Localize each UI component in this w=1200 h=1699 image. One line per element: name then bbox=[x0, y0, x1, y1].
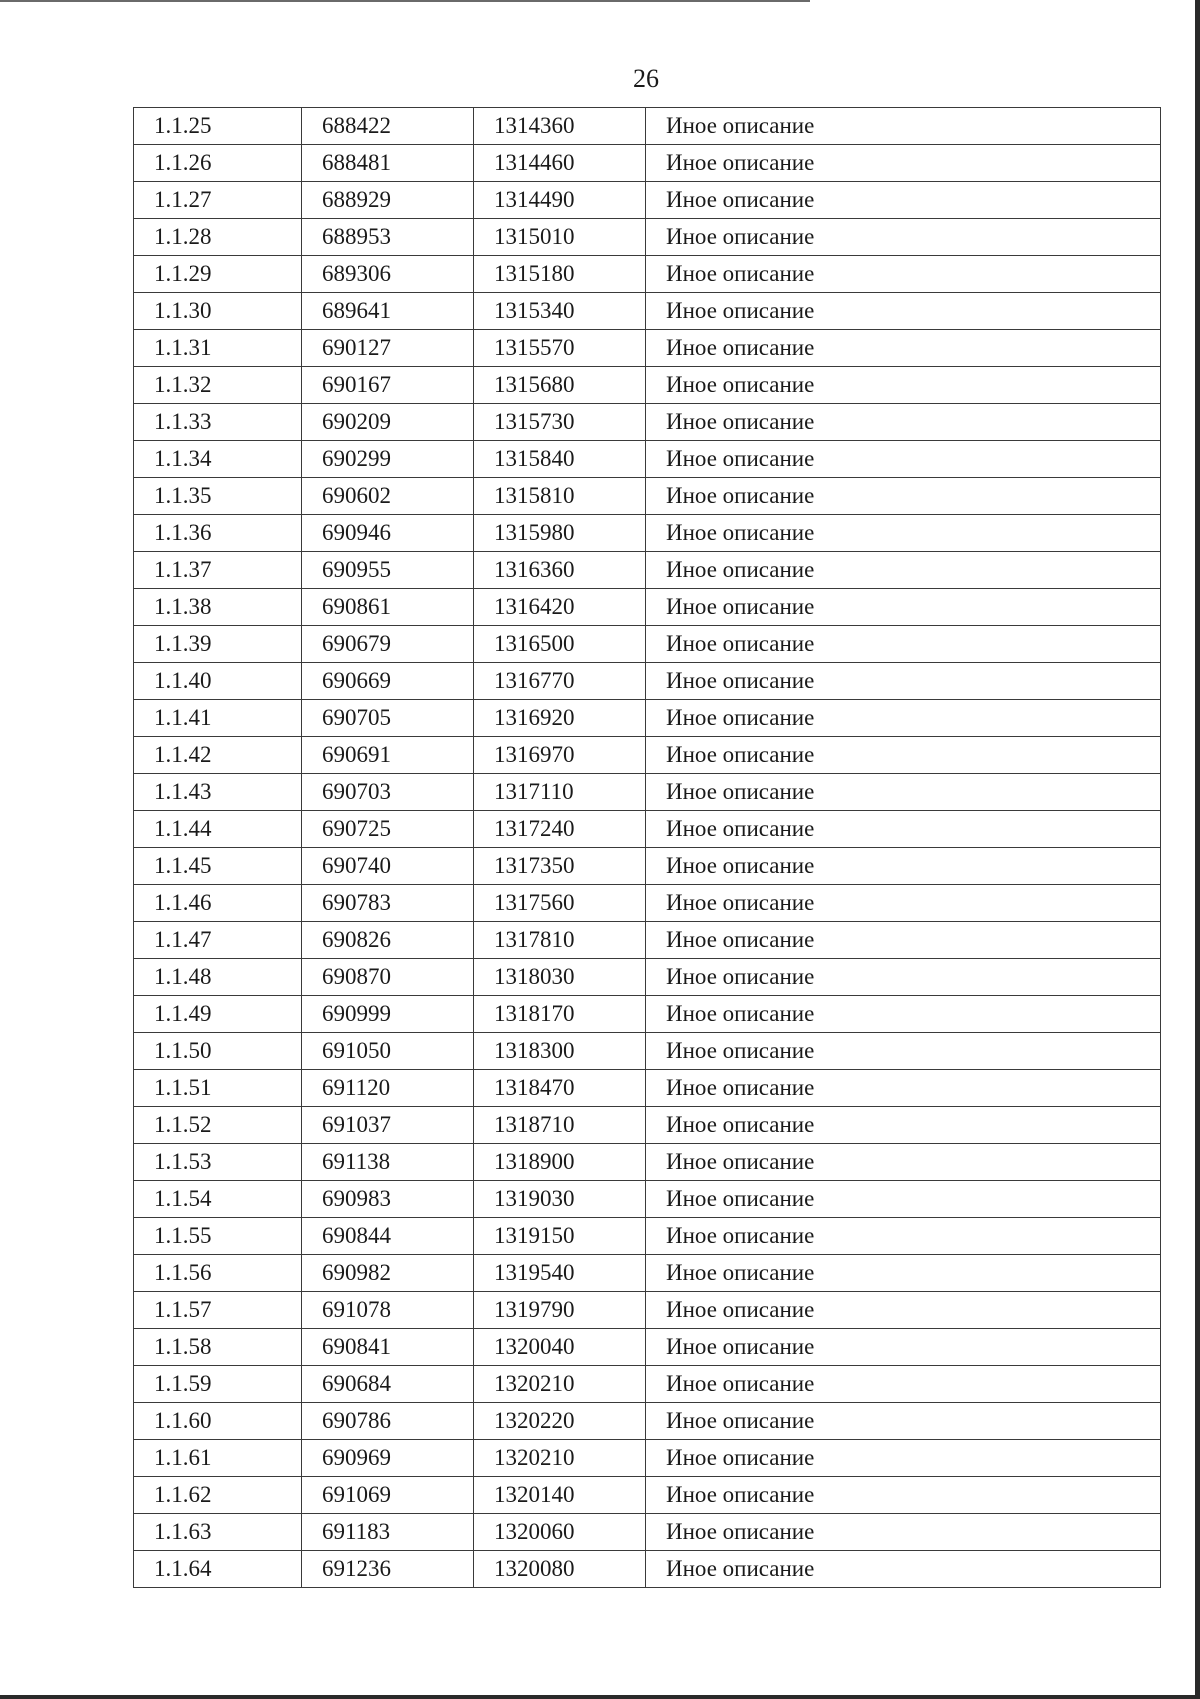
cell-y-coordinate: 1319030 bbox=[474, 1181, 646, 1218]
cell-point-number: 1.1.41 bbox=[134, 700, 302, 737]
cell-x-coordinate: 690740 bbox=[302, 848, 474, 885]
table-row bbox=[134, 182, 1161, 219]
cell-x-coordinate: 688929 bbox=[302, 182, 474, 219]
cell-point-number: 1.1.57 bbox=[134, 1292, 302, 1329]
cell-x-coordinate: 690946 bbox=[302, 515, 474, 552]
table-row bbox=[134, 478, 1161, 515]
scan-edge-bottom bbox=[0, 1695, 1200, 1699]
table-row bbox=[134, 1292, 1161, 1329]
table-row bbox=[134, 885, 1161, 922]
cell-point-number: 1.1.63 bbox=[134, 1514, 302, 1551]
table-row bbox=[134, 108, 1161, 145]
cell-point-number: 1.1.31 bbox=[134, 330, 302, 367]
cell-point-number: 1.1.32 bbox=[134, 367, 302, 404]
cell-description: Иное описание bbox=[646, 848, 1161, 885]
cell-y-coordinate: 1318710 bbox=[474, 1107, 646, 1144]
cell-description: Иное описание bbox=[646, 626, 1161, 663]
cell-point-number: 1.1.43 bbox=[134, 774, 302, 811]
cell-point-number: 1.1.50 bbox=[134, 1033, 302, 1070]
cell-point-number: 1.1.42 bbox=[134, 737, 302, 774]
cell-description: Иное описание bbox=[646, 885, 1161, 922]
cell-description: Иное описание bbox=[646, 145, 1161, 182]
cell-y-coordinate: 1315730 bbox=[474, 404, 646, 441]
cell-description: Иное описание bbox=[646, 737, 1161, 774]
cell-y-coordinate: 1318470 bbox=[474, 1070, 646, 1107]
cell-x-coordinate: 690861 bbox=[302, 589, 474, 626]
cell-y-coordinate: 1317110 bbox=[474, 774, 646, 811]
cell-x-coordinate: 691183 bbox=[302, 1514, 474, 1551]
cell-description: Иное описание bbox=[646, 219, 1161, 256]
cell-description: Иное описание bbox=[646, 589, 1161, 626]
table-row bbox=[134, 959, 1161, 996]
coordinates-table bbox=[133, 107, 1161, 1588]
cell-x-coordinate: 690209 bbox=[302, 404, 474, 441]
cell-y-coordinate: 1315840 bbox=[474, 441, 646, 478]
cell-description: Иное описание bbox=[646, 663, 1161, 700]
table-row bbox=[134, 1033, 1161, 1070]
cell-description: Иное описание bbox=[646, 1070, 1161, 1107]
table-row bbox=[134, 700, 1161, 737]
cell-point-number: 1.1.56 bbox=[134, 1255, 302, 1292]
cell-description: Иное описание bbox=[646, 1033, 1161, 1070]
cell-description: Иное описание bbox=[646, 1440, 1161, 1477]
cell-description: Иное описание bbox=[646, 441, 1161, 478]
cell-x-coordinate: 690783 bbox=[302, 885, 474, 922]
cell-y-coordinate: 1318030 bbox=[474, 959, 646, 996]
cell-description: Иное описание bbox=[646, 774, 1161, 811]
cell-y-coordinate: 1315180 bbox=[474, 256, 646, 293]
cell-x-coordinate: 688422 bbox=[302, 108, 474, 145]
table-row bbox=[134, 663, 1161, 700]
table-row bbox=[134, 441, 1161, 478]
cell-description: Иное описание bbox=[646, 1144, 1161, 1181]
table-row bbox=[134, 145, 1161, 182]
page-number: 26 bbox=[633, 64, 659, 93]
cell-y-coordinate: 1318900 bbox=[474, 1144, 646, 1181]
cell-point-number: 1.1.45 bbox=[134, 848, 302, 885]
cell-description: Иное описание bbox=[646, 1255, 1161, 1292]
cell-point-number: 1.1.39 bbox=[134, 626, 302, 663]
table-row bbox=[134, 330, 1161, 367]
cell-x-coordinate: 690999 bbox=[302, 996, 474, 1033]
cell-point-number: 1.1.28 bbox=[134, 219, 302, 256]
cell-description: Иное описание bbox=[646, 922, 1161, 959]
cell-x-coordinate: 690725 bbox=[302, 811, 474, 848]
cell-description: Иное описание bbox=[646, 1181, 1161, 1218]
table-row bbox=[134, 1329, 1161, 1366]
table-row bbox=[134, 922, 1161, 959]
cell-description: Иное описание bbox=[646, 367, 1161, 404]
cell-point-number: 1.1.29 bbox=[134, 256, 302, 293]
cell-y-coordinate: 1315340 bbox=[474, 293, 646, 330]
table-row bbox=[134, 848, 1161, 885]
cell-description: Иное описание bbox=[646, 996, 1161, 1033]
cell-y-coordinate: 1314360 bbox=[474, 108, 646, 145]
cell-y-coordinate: 1317810 bbox=[474, 922, 646, 959]
cell-point-number: 1.1.38 bbox=[134, 589, 302, 626]
cell-x-coordinate: 688481 bbox=[302, 145, 474, 182]
cell-description: Иное описание bbox=[646, 1329, 1161, 1366]
cell-description: Иное описание bbox=[646, 700, 1161, 737]
cell-y-coordinate: 1319540 bbox=[474, 1255, 646, 1292]
cell-x-coordinate: 691069 bbox=[302, 1477, 474, 1514]
cell-point-number: 1.1.49 bbox=[134, 996, 302, 1033]
cell-y-coordinate: 1316420 bbox=[474, 589, 646, 626]
cell-y-coordinate: 1315570 bbox=[474, 330, 646, 367]
cell-x-coordinate: 690299 bbox=[302, 441, 474, 478]
cell-y-coordinate: 1314460 bbox=[474, 145, 646, 182]
cell-description: Иное описание bbox=[646, 108, 1161, 145]
cell-x-coordinate: 690691 bbox=[302, 737, 474, 774]
table-row bbox=[134, 1107, 1161, 1144]
table-row bbox=[134, 1440, 1161, 1477]
cell-description: Иное описание bbox=[646, 1514, 1161, 1551]
cell-description: Иное описание bbox=[646, 515, 1161, 552]
cell-point-number: 1.1.58 bbox=[134, 1329, 302, 1366]
cell-point-number: 1.1.34 bbox=[134, 441, 302, 478]
cell-description: Иное описание bbox=[646, 1403, 1161, 1440]
cell-x-coordinate: 690703 bbox=[302, 774, 474, 811]
cell-point-number: 1.1.53 bbox=[134, 1144, 302, 1181]
cell-y-coordinate: 1317350 bbox=[474, 848, 646, 885]
cell-x-coordinate: 690841 bbox=[302, 1329, 474, 1366]
cell-point-number: 1.1.33 bbox=[134, 404, 302, 441]
table-row bbox=[134, 219, 1161, 256]
cell-y-coordinate: 1318170 bbox=[474, 996, 646, 1033]
table-row bbox=[134, 256, 1161, 293]
cell-y-coordinate: 1320140 bbox=[474, 1477, 646, 1514]
table-row bbox=[134, 589, 1161, 626]
cell-y-coordinate: 1315810 bbox=[474, 478, 646, 515]
cell-point-number: 1.1.64 bbox=[134, 1551, 302, 1588]
cell-x-coordinate: 690983 bbox=[302, 1181, 474, 1218]
cell-x-coordinate: 690969 bbox=[302, 1440, 474, 1477]
cell-x-coordinate: 691120 bbox=[302, 1070, 474, 1107]
cell-x-coordinate: 691037 bbox=[302, 1107, 474, 1144]
cell-point-number: 1.1.60 bbox=[134, 1403, 302, 1440]
cell-description: Иное описание bbox=[646, 182, 1161, 219]
table-row bbox=[134, 1514, 1161, 1551]
cell-x-coordinate: 691236 bbox=[302, 1551, 474, 1588]
cell-y-coordinate: 1319150 bbox=[474, 1218, 646, 1255]
cell-x-coordinate: 688953 bbox=[302, 219, 474, 256]
table-row bbox=[134, 515, 1161, 552]
cell-point-number: 1.1.25 bbox=[134, 108, 302, 145]
table-row bbox=[134, 367, 1161, 404]
cell-description: Иное описание bbox=[646, 293, 1161, 330]
table-row bbox=[134, 293, 1161, 330]
cell-y-coordinate: 1320210 bbox=[474, 1366, 646, 1403]
cell-point-number: 1.1.62 bbox=[134, 1477, 302, 1514]
table-row bbox=[134, 1366, 1161, 1403]
cell-description: Иное описание bbox=[646, 1477, 1161, 1514]
cell-description: Иное описание bbox=[646, 959, 1161, 996]
cell-y-coordinate: 1320060 bbox=[474, 1514, 646, 1551]
table-row bbox=[134, 1070, 1161, 1107]
cell-x-coordinate: 690127 bbox=[302, 330, 474, 367]
cell-y-coordinate: 1320220 bbox=[474, 1403, 646, 1440]
table-row bbox=[134, 1551, 1161, 1588]
table-row bbox=[134, 552, 1161, 589]
cell-y-coordinate: 1319790 bbox=[474, 1292, 646, 1329]
cell-y-coordinate: 1315010 bbox=[474, 219, 646, 256]
cell-y-coordinate: 1316770 bbox=[474, 663, 646, 700]
cell-y-coordinate: 1314490 bbox=[474, 182, 646, 219]
cell-x-coordinate: 691078 bbox=[302, 1292, 474, 1329]
cell-point-number: 1.1.61 bbox=[134, 1440, 302, 1477]
cell-x-coordinate: 689306 bbox=[302, 256, 474, 293]
cell-description: Иное описание bbox=[646, 256, 1161, 293]
cell-y-coordinate: 1316500 bbox=[474, 626, 646, 663]
cell-point-number: 1.1.36 bbox=[134, 515, 302, 552]
table-row bbox=[134, 1144, 1161, 1181]
cell-y-coordinate: 1320080 bbox=[474, 1551, 646, 1588]
cell-x-coordinate: 691138 bbox=[302, 1144, 474, 1181]
cell-description: Иное описание bbox=[646, 811, 1161, 848]
cell-point-number: 1.1.30 bbox=[134, 293, 302, 330]
cell-point-number: 1.1.35 bbox=[134, 478, 302, 515]
cell-point-number: 1.1.37 bbox=[134, 552, 302, 589]
cell-y-coordinate: 1316920 bbox=[474, 700, 646, 737]
table-body bbox=[134, 108, 1161, 1588]
table-row bbox=[134, 1181, 1161, 1218]
cell-x-coordinate: 690844 bbox=[302, 1218, 474, 1255]
scan-edge-right bbox=[1195, 0, 1200, 1699]
cell-description: Иное описание bbox=[646, 330, 1161, 367]
cell-point-number: 1.1.40 bbox=[134, 663, 302, 700]
cell-x-coordinate: 691050 bbox=[302, 1033, 474, 1070]
cell-x-coordinate: 690982 bbox=[302, 1255, 474, 1292]
cell-x-coordinate: 689641 bbox=[302, 293, 474, 330]
cell-y-coordinate: 1316360 bbox=[474, 552, 646, 589]
cell-x-coordinate: 690669 bbox=[302, 663, 474, 700]
table-row bbox=[134, 626, 1161, 663]
table-row bbox=[134, 737, 1161, 774]
cell-point-number: 1.1.52 bbox=[134, 1107, 302, 1144]
cell-y-coordinate: 1320040 bbox=[474, 1329, 646, 1366]
cell-y-coordinate: 1316970 bbox=[474, 737, 646, 774]
cell-point-number: 1.1.26 bbox=[134, 145, 302, 182]
table-row bbox=[134, 1218, 1161, 1255]
cell-x-coordinate: 690602 bbox=[302, 478, 474, 515]
scan-edge-top bbox=[0, 0, 810, 2]
cell-description: Иное описание bbox=[646, 404, 1161, 441]
cell-description: Иное описание bbox=[646, 1292, 1161, 1329]
cell-y-coordinate: 1317240 bbox=[474, 811, 646, 848]
cell-x-coordinate: 690826 bbox=[302, 922, 474, 959]
cell-x-coordinate: 690679 bbox=[302, 626, 474, 663]
table-row bbox=[134, 811, 1161, 848]
cell-y-coordinate: 1317560 bbox=[474, 885, 646, 922]
cell-point-number: 1.1.51 bbox=[134, 1070, 302, 1107]
cell-description: Иное описание bbox=[646, 478, 1161, 515]
table-row bbox=[134, 1255, 1161, 1292]
table-row bbox=[134, 404, 1161, 441]
cell-x-coordinate: 690955 bbox=[302, 552, 474, 589]
table-row bbox=[134, 1477, 1161, 1514]
cell-description: Иное описание bbox=[646, 1107, 1161, 1144]
cell-y-coordinate: 1315680 bbox=[474, 367, 646, 404]
cell-point-number: 1.1.27 bbox=[134, 182, 302, 219]
cell-x-coordinate: 690870 bbox=[302, 959, 474, 996]
cell-point-number: 1.1.44 bbox=[134, 811, 302, 848]
cell-point-number: 1.1.54 bbox=[134, 1181, 302, 1218]
table-row bbox=[134, 774, 1161, 811]
cell-y-coordinate: 1318300 bbox=[474, 1033, 646, 1070]
table-row bbox=[134, 1403, 1161, 1440]
cell-description: Иное описание bbox=[646, 1218, 1161, 1255]
cell-y-coordinate: 1320210 bbox=[474, 1440, 646, 1477]
cell-point-number: 1.1.55 bbox=[134, 1218, 302, 1255]
cell-y-coordinate: 1315980 bbox=[474, 515, 646, 552]
cell-x-coordinate: 690705 bbox=[302, 700, 474, 737]
cell-point-number: 1.1.46 bbox=[134, 885, 302, 922]
cell-description: Иное описание bbox=[646, 552, 1161, 589]
cell-description: Иное описание bbox=[646, 1551, 1161, 1588]
cell-x-coordinate: 690167 bbox=[302, 367, 474, 404]
cell-point-number: 1.1.59 bbox=[134, 1366, 302, 1403]
table-row bbox=[134, 996, 1161, 1033]
cell-point-number: 1.1.47 bbox=[134, 922, 302, 959]
cell-description: Иное описание bbox=[646, 1366, 1161, 1403]
cell-x-coordinate: 690684 bbox=[302, 1366, 474, 1403]
cell-x-coordinate: 690786 bbox=[302, 1403, 474, 1440]
cell-point-number: 1.1.48 bbox=[134, 959, 302, 996]
